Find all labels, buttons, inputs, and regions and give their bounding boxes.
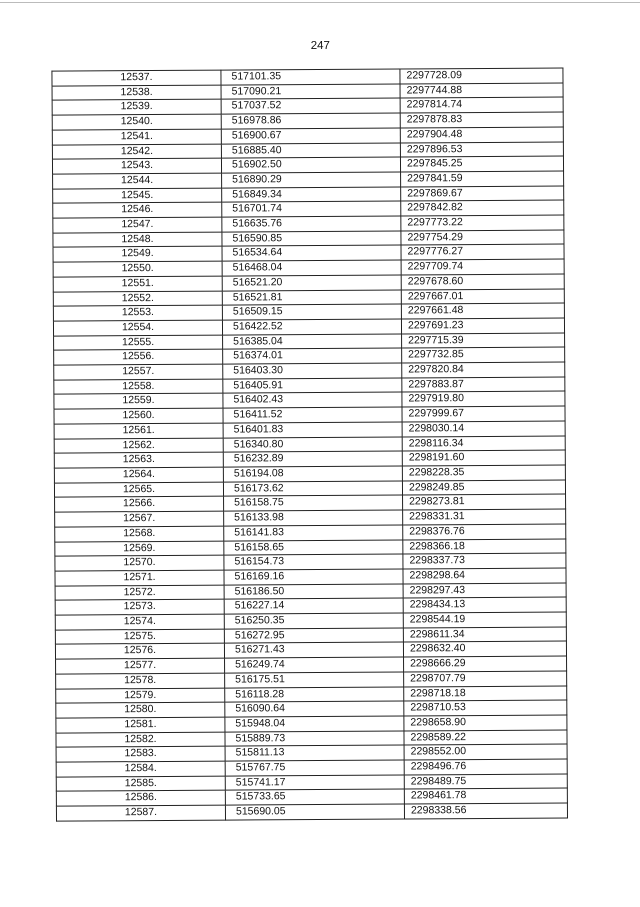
x-coordinate-cell: 516158.75 <box>224 495 403 511</box>
point-number-cell: 12585. <box>56 776 225 792</box>
point-number-cell: 12574. <box>55 614 224 630</box>
x-coordinate-cell: 516232.89 <box>223 451 402 467</box>
x-coordinate-cell: 516340.80 <box>223 437 402 453</box>
table-row <box>56 803 567 821</box>
x-coordinate-cell: 516422.52 <box>222 319 401 335</box>
y-coordinate-cell: 2298611.34 <box>403 627 566 643</box>
x-coordinate-cell: 517101.35 <box>221 69 400 85</box>
point-number-cell: 12553. <box>53 305 222 321</box>
point-number-cell: 12549. <box>53 247 222 263</box>
x-coordinate-cell: 515948.04 <box>225 716 404 732</box>
x-coordinate-cell: 516902.50 <box>221 157 400 173</box>
x-coordinate-cell: 516885.40 <box>221 143 400 159</box>
point-number-cell: 12561. <box>54 423 223 439</box>
point-number-cell: 12573. <box>55 599 224 615</box>
point-number-cell: 12567. <box>55 511 224 527</box>
x-coordinate-cell: 516405.91 <box>223 378 402 394</box>
y-coordinate-cell: 2297845.25 <box>400 156 563 172</box>
y-coordinate-cell: 2298337.73 <box>403 553 566 569</box>
y-coordinate-cell: 2298544.19 <box>403 612 566 628</box>
y-coordinate-cell: 2297814.74 <box>400 97 563 113</box>
x-coordinate-cell: 516401.83 <box>223 422 402 438</box>
y-coordinate-cell: 2298249.85 <box>402 480 565 496</box>
point-number-cell: 12551. <box>53 276 222 292</box>
y-coordinate-cell: 2298489.75 <box>404 774 567 790</box>
y-coordinate-cell: 2297919.80 <box>402 391 565 407</box>
x-coordinate-cell: 516978.86 <box>221 113 400 129</box>
point-number-cell: 12571. <box>55 570 224 586</box>
y-coordinate-cell: 2297883.87 <box>402 377 565 393</box>
point-number-cell: 12572. <box>55 585 224 601</box>
x-coordinate-cell: 515741.17 <box>225 775 404 791</box>
x-coordinate-cell: 516272.95 <box>224 628 403 644</box>
y-coordinate-cell: 2298331.31 <box>403 509 566 525</box>
point-number-cell: 12577. <box>56 658 225 674</box>
point-number-cell: 12556. <box>54 349 223 365</box>
y-coordinate-cell: 2297732.85 <box>402 347 565 363</box>
x-coordinate-cell: 515767.75 <box>225 760 404 776</box>
x-coordinate-cell: 516173.62 <box>223 481 402 497</box>
point-number-cell: 12552. <box>53 291 222 307</box>
y-coordinate-cell: 2298658.90 <box>404 715 567 731</box>
point-number-cell: 12576. <box>55 644 224 660</box>
y-coordinate-cell: 2297842.82 <box>401 200 564 216</box>
point-number-cell: 12566. <box>55 496 224 512</box>
x-coordinate-cell: 516701.74 <box>222 201 401 217</box>
point-number-cell: 12565. <box>54 482 223 498</box>
y-coordinate-cell: 2298589.22 <box>404 730 567 746</box>
x-coordinate-cell: 516509.15 <box>222 304 401 320</box>
point-number-cell: 12564. <box>54 467 223 483</box>
x-coordinate-cell: 516186.50 <box>224 584 403 600</box>
y-coordinate-cell: 2297820.84 <box>402 362 565 378</box>
point-number-cell: 12570. <box>55 555 224 571</box>
x-coordinate-cell: 516374.01 <box>223 348 402 364</box>
y-coordinate-cell: 2298366.18 <box>403 539 566 555</box>
y-coordinate-cell: 2298461.78 <box>404 788 567 804</box>
x-coordinate-cell: 516250.35 <box>224 613 403 629</box>
y-coordinate-cell: 2297896.53 <box>400 142 563 158</box>
x-coordinate-cell: 515733.65 <box>225 789 404 805</box>
point-number-cell: 12538. <box>52 85 221 101</box>
y-coordinate-cell: 2298298.64 <box>403 568 566 584</box>
y-coordinate-cell: 2297667.01 <box>401 289 564 305</box>
x-coordinate-cell: 516175.51 <box>225 672 404 688</box>
x-coordinate-cell: 516385.04 <box>223 334 402 350</box>
y-coordinate-cell: 2298718.18 <box>404 686 567 702</box>
x-coordinate-cell: 516158.65 <box>224 540 403 556</box>
y-coordinate-cell: 2297691.23 <box>401 318 564 334</box>
point-number-cell: 12584. <box>56 761 225 777</box>
y-coordinate-cell: 2298552.00 <box>404 744 567 760</box>
x-coordinate-cell: 516141.83 <box>224 525 403 541</box>
x-coordinate-cell: 516521.81 <box>222 290 401 306</box>
x-coordinate-cell: 516403.30 <box>223 363 402 379</box>
x-coordinate-cell: 516090.64 <box>225 701 404 717</box>
y-coordinate-cell: 2298434.13 <box>403 597 566 613</box>
point-number-cell: 12578. <box>56 673 225 689</box>
x-coordinate-cell: 516890.29 <box>222 172 401 188</box>
point-number-cell: 12537. <box>52 70 221 86</box>
point-number-cell: 12542. <box>52 144 221 160</box>
y-coordinate-cell: 2297869.67 <box>401 186 564 202</box>
x-coordinate-cell: 515811.13 <box>225 745 404 761</box>
point-number-cell: 12581. <box>56 717 225 733</box>
coordinates-table <box>51 68 568 822</box>
x-coordinate-cell: 516133.98 <box>224 510 403 526</box>
point-number-cell: 12557. <box>54 364 223 380</box>
y-coordinate-cell: 2297678.60 <box>401 274 564 290</box>
point-number-cell: 12550. <box>53 261 222 277</box>
point-number-cell: 12563. <box>54 452 223 468</box>
point-number-cell: 12562. <box>54 438 223 454</box>
point-number-cell: 12569. <box>55 541 224 557</box>
y-coordinate-cell: 2297999.67 <box>402 406 565 422</box>
x-coordinate-cell: 515889.73 <box>225 731 404 747</box>
point-number-cell: 12547. <box>53 217 222 233</box>
point-number-cell: 12582. <box>56 732 225 748</box>
y-coordinate-cell: 2298228.35 <box>402 465 565 481</box>
y-coordinate-cell: 2297661.48 <box>401 303 564 319</box>
point-number-cell: 12575. <box>55 629 224 645</box>
y-coordinate-cell: 2298707.79 <box>404 671 567 687</box>
x-coordinate-cell: 516227.14 <box>224 598 403 614</box>
x-coordinate-cell: 517037.52 <box>221 98 400 114</box>
point-number-cell: 12539. <box>52 100 221 116</box>
y-coordinate-cell: 2297904.48 <box>400 127 563 143</box>
y-coordinate-cell: 2298338.56 <box>404 803 567 819</box>
y-coordinate-cell: 2297773.22 <box>401 215 564 231</box>
x-coordinate-cell: 517090.21 <box>221 84 400 100</box>
point-number-cell: 12587. <box>56 805 225 821</box>
y-coordinate-cell: 2298191.60 <box>402 450 565 466</box>
x-coordinate-cell: 516635.76 <box>222 216 401 232</box>
point-number-cell: 12568. <box>55 526 224 542</box>
point-number-cell: 12544. <box>53 173 222 189</box>
y-coordinate-cell: 2297744.88 <box>400 83 563 99</box>
y-coordinate-cell: 2298632.40 <box>403 641 566 657</box>
point-number-cell: 12586. <box>56 791 225 807</box>
y-coordinate-cell: 2298376.76 <box>403 524 566 540</box>
y-coordinate-cell: 2297709.74 <box>401 259 564 275</box>
x-coordinate-cell: 516590.85 <box>222 231 401 247</box>
point-number-cell: 12559. <box>54 394 223 410</box>
y-coordinate-cell: 2298666.29 <box>404 656 567 672</box>
y-coordinate-cell: 2297715.39 <box>402 333 565 349</box>
point-number-cell: 12543. <box>52 158 221 174</box>
x-coordinate-cell: 516249.74 <box>225 657 404 673</box>
x-coordinate-cell: 516900.67 <box>221 128 400 144</box>
point-number-cell: 12541. <box>52 129 221 145</box>
y-coordinate-cell: 2297878.83 <box>400 112 563 128</box>
y-coordinate-cell: 2297754.29 <box>401 230 564 246</box>
y-coordinate-cell: 2298030.14 <box>402 421 565 437</box>
y-coordinate-cell: 2298273.81 <box>403 494 566 510</box>
page-number: 247 <box>310 39 330 53</box>
point-number-cell: 12560. <box>54 408 223 424</box>
x-coordinate-cell: 516154.73 <box>224 554 403 570</box>
x-coordinate-cell: 516194.08 <box>223 466 402 482</box>
y-coordinate-cell: 2298710.53 <box>404 700 567 716</box>
point-number-cell: 12546. <box>53 202 222 218</box>
x-coordinate-cell: 516169.16 <box>224 569 403 585</box>
y-coordinate-cell: 2298116.34 <box>402 436 565 452</box>
x-coordinate-cell: 516468.04 <box>222 260 401 276</box>
point-number-cell: 12583. <box>56 746 225 762</box>
y-coordinate-cell: 2297841.59 <box>401 171 564 187</box>
y-coordinate-cell: 2297728.09 <box>400 68 563 84</box>
x-coordinate-cell: 516534.64 <box>222 245 401 261</box>
x-coordinate-cell: 515690.05 <box>225 804 404 820</box>
x-coordinate-cell: 516849.34 <box>222 187 401 203</box>
x-coordinate-cell: 516521.20 <box>222 275 401 291</box>
point-number-cell: 12545. <box>53 188 222 204</box>
point-number-cell: 12554. <box>53 320 222 336</box>
point-number-cell: 12548. <box>53 232 222 248</box>
x-coordinate-cell: 516402.43 <box>223 392 402 408</box>
y-coordinate-cell: 2298496.76 <box>404 759 567 775</box>
y-coordinate-cell: 2297776.27 <box>401 244 564 260</box>
x-coordinate-cell: 516271.43 <box>224 642 403 658</box>
coordinates-table-body <box>52 68 568 821</box>
point-number-cell: 12558. <box>54 379 223 395</box>
x-coordinate-cell: 516411.52 <box>223 407 402 423</box>
x-coordinate-cell: 516118.28 <box>225 687 404 703</box>
point-number-cell: 12579. <box>56 688 225 704</box>
point-number-cell: 12580. <box>56 702 225 718</box>
y-coordinate-cell: 2298297.43 <box>403 583 566 599</box>
point-number-cell: 12540. <box>52 114 221 130</box>
point-number-cell: 12555. <box>54 335 223 351</box>
